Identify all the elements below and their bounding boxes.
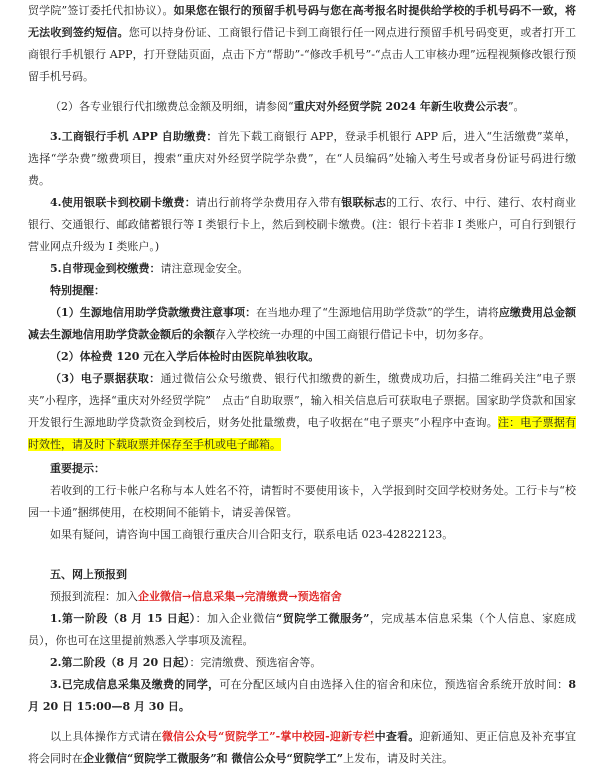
flow-steps: 企业微信→信息采集→完清缴费→预选宿舍 <box>138 590 342 603</box>
special-reminder-title: 特别提醒： <box>50 284 105 297</box>
paragraph-stage-3: 3.已完成信息采集及缴费的同学，可在分配区域内自由选择入住的宿舍和床位，预选宿舍系统开放时间：8 月 20 日 15:00—8 月 30 日。 <box>28 678 577 713</box>
item-heading: 5.自带现金到校缴费： <box>50 262 161 275</box>
item-heading: （3）电子票据获取： <box>50 372 161 385</box>
text: 请注意现金安全。 <box>160 262 249 275</box>
bold-text: 应缴费用总金额减去生源地信用助学贷款金额后的余额 <box>28 306 577 341</box>
paragraph-stage-2: 2.第二阶段（8 月 20 日起）：完清缴费、预选宿舍等。 <box>50 656 322 669</box>
item-heading: （1）生源地信用助学贷款缴费注意事项： <box>50 306 257 319</box>
bold-text: 如果您在银行的预留手机号码与您在高考报名时提供给学校的手机号码不一致，将无法收到签约短信。 <box>28 4 577 39</box>
text: 的工行、农行、中行、建行、农村商业银行、交通银行、邮政储蓄银行等 I 类银行卡上，然后到校刷卡缴费。(注：银行卡若非 I 类账户，可自行到银行营业网点升级为 I 类账户。) <box>28 196 577 253</box>
wechat-column-link-text: 微信公众号“贸院学工”-掌中校园-迎新专栏 <box>161 730 375 743</box>
paragraph-student-loan <box>28 302 576 346</box>
item-heading: 3.工商银行手机 APP 自助缴费： <box>50 130 218 143</box>
paragraph-contact: 如果有疑问，请咨询中国工商银行重庆合川合阳支行，联系电话 023-42822123。 <box>50 528 454 541</box>
text: 请出行前将学杂费用存入带有 <box>195 196 342 209</box>
text: 通过微信公众号缴费、银行代扣缴费的新生，缴费成功后，扫描二维码关注“电子票夹”小程序，选择“重庆对外经贸学院” 点击“自助取票”，输入相关信息后可获取电子票据。国家助学贷款和国家开发银行生源地助学贷款资金到校后，财务处批量缴费，电子收据在“电子票夹”小程序中查询。 <box>28 372 577 429</box>
paragraph-cash <box>28 258 576 280</box>
paragraph-signing-sms <box>28 0 576 88</box>
text: （2）各专业银行代扣缴费总金额及明细，请参阅“ <box>50 100 294 113</box>
text: 首先下载工商银行 APP，登录手机银行 APP 后，进入“生活缴费”菜单，选择“学杂费”缴费项目，搜索“重庆对外经贸学院学杂费”，在“人员编码”处输入考生号或者身份证号码进行缴费。 <box>28 130 576 187</box>
paragraph-operation-notice: 以上具体操作方式请在微信公众号“贸院学工”-掌中校园-迎新专栏中查看。迎新通知、更正信息及补充事宜将会同时在企业微信“贸院学工微服务”和 微信公众号“贸院学工”上发布，请及时关注。 <box>28 730 577 765</box>
text: 您可以持身份证、工商银行借记卡到工商银行任一网点进行预留手机号码变更，或者打开工商银行手机银行 APP，打开登陆页面，点击下方“帮助”-“修改手机号”-“点击人工审核办理”远程视频修改银行预留手机号码。 <box>28 26 576 83</box>
paragraph-unionpay-card <box>28 192 576 258</box>
paragraph-medical-fee: （2）体检费 120 元在入学后体检时由医院单独收取。 <box>50 350 320 363</box>
text: 贸学院”签订委托代扣协议）。 <box>28 4 174 17</box>
paragraph-bank-deduction <box>28 96 576 118</box>
fee-table-reference: 重庆对外经贸学院 2024 年新生收费公示表 <box>293 100 508 113</box>
bold-text: 银联标志 <box>341 196 387 209</box>
item-heading: 4.使用银联卡到校刷卡缴费： <box>50 196 196 209</box>
text: 存入学校统一办理的中国工商银行借记卡中，切勿多存。 <box>215 328 490 341</box>
paragraph-prereg-flow: 预报到流程：加入企业微信→信息采集→完清缴费→预选宿舍 <box>50 590 342 603</box>
paragraph-stage-1: 1.第一阶段（8 月 15 日起）：加入企业微信“贸院学工微服务”，完成基本信息采集（个人信息、家庭成员），你也可在这里提前熟悉入学事项及流程。 <box>28 612 577 647</box>
paragraph-e-receipt <box>28 368 576 456</box>
highlighted-note: 注：电子票据有时效性，请及时下载取票并保存至手机或电子邮箱。 <box>28 416 577 451</box>
paragraph-card-mismatch: 若收到的工行卡帐户名称与本人姓名不符，请暂时不要使用该卡，入学报到时交回学校财务处。工行卡与“校园一卡通”捆绑使用，在校期间不能销卡，请妥善保管。 <box>28 484 576 519</box>
text: 在当地办理了“生源地信用助学贷款”的学生，请将 <box>256 306 499 319</box>
section-title-online-prereg: 五、网上预报到 <box>50 568 127 581</box>
paragraph-icbc-app <box>28 126 576 192</box>
text: ”。 <box>507 100 525 113</box>
important-notice-title: 重要提示： <box>50 462 105 475</box>
